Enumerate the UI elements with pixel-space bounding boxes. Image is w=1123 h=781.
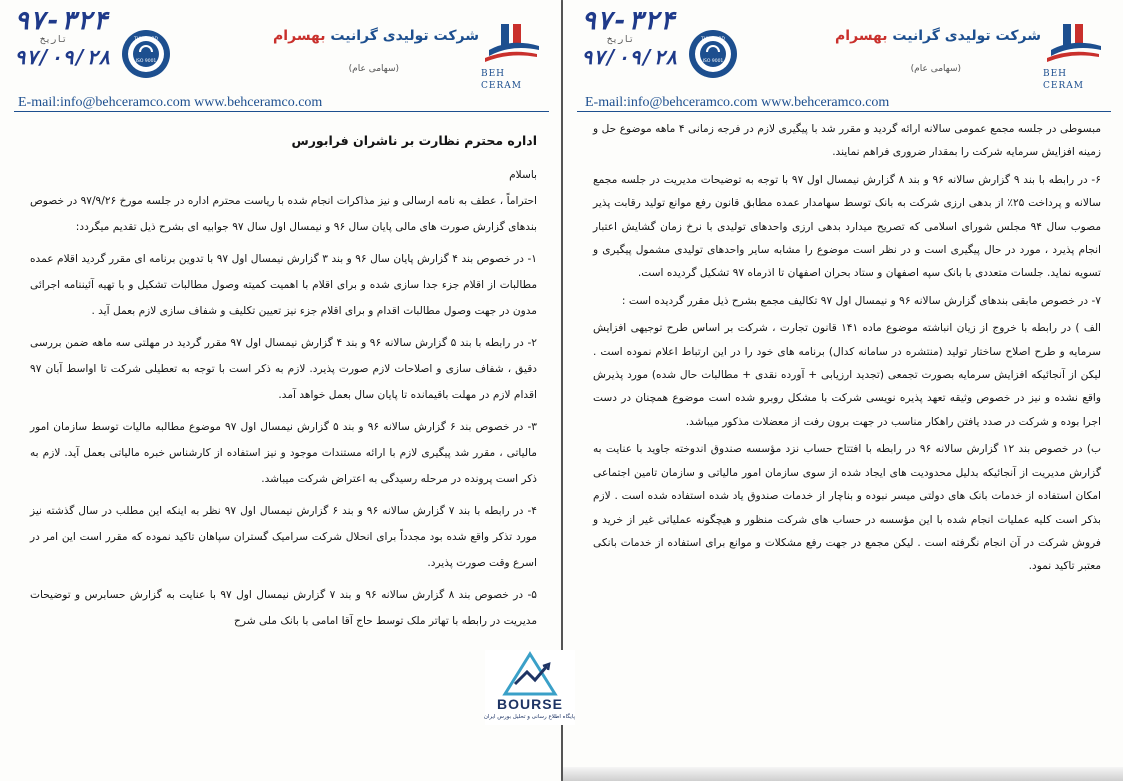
letter-recipient: اداره محترم نظارت بر ناشران فرابورس (291, 133, 537, 148)
ref-date: ۹۷/۰۹/۲۸ (14, 45, 111, 69)
item-4: ۴- در رابطه با بند ۷ گزارش سالانه ۹۶ و بند ۶ گزارش نیمسال اول ۹۷ نظر به اینکه این مطلب در سال گذشته نیز مورد تذکر واقع شده بود مجدداً برای انحلال شرکت سرامیک گستران سپاهان تاکید نموده که مقرر است این امر در اسرع وقت صورت پذیرد. (30, 505, 537, 569)
item-7: ۷- در خصوص مابقی بندهای گزارش سالانه ۹۶ و نیمسال اول ۹۷ تکالیف مجمع بشرح ذیل مقرر گردیده است : (621, 294, 1101, 307)
continuation-paragraph: مبسوطی در جلسه مجمع عمومی سالانه ارائه گردید و مقرر شد با پیگیری لازم در فرجه زمانی ۴ ماهه موضوع حل و زمینه افزایش سرمایه شرکت را بمقدار ضروری فراهم نمایند. (593, 123, 1101, 159)
behceram-logo-icon (481, 20, 543, 64)
scan-footer (563, 767, 1123, 781)
iso-seal-icon (120, 28, 172, 80)
header-rule (14, 111, 549, 112)
logo-text-1: BEH (481, 69, 506, 79)
svg-text:ISO 9001: ISO 9001 (702, 59, 724, 64)
company-block (273, 28, 479, 74)
svg-text:TUV NORD: TUV NORD (700, 37, 726, 42)
ref-number-2: ۹۷-۳۲۴ (581, 6, 675, 36)
company-tag-2: (سهامی عام) (910, 64, 961, 74)
ref-label-2: تاریخ (607, 35, 635, 45)
letterhead (0, 0, 561, 112)
letterhead-2 (563, 0, 1123, 112)
company-tag: (سهامی عام) (348, 64, 399, 74)
company-logo-2 (1043, 20, 1105, 90)
contact-line: E-mail:info@behceramco.com www.behceramco.com (18, 95, 323, 110)
item-1: ۱- در خصوص بند ۴ گزارش پایان سال ۹۶ و بند ۳ گزارش نیمسال اول ۹۷ با تدوین برنامه ای مقرر گردید اقلام عمده مطالبات از اقلام جزء جدا سازی شده و برای اقلام با اهمیت کمیته وصول مطالبات تشکیل و با تهیه آئیننامه اجرائی مدون در جهت وصول مطالبات اقدام و برای اقلام جزء نیز تعیین تکلیف و شفاف سازی لازم بعمل آید . (30, 253, 537, 317)
bourse-word: BOURSE (497, 696, 563, 712)
company-name: شرکت تولیدی گرانیت بهسرام (273, 28, 479, 44)
reference-stamp-2 (581, 8, 677, 67)
company-block-2 (835, 28, 1041, 74)
contact-line-2: E-mail:info@behceramco.com www.behceramco.com (585, 95, 890, 110)
logo-text-4: CERAM (1043, 81, 1084, 91)
header-rule-2 (577, 111, 1111, 112)
item-5: ۵- در خصوص بند ۸ گزارش سالانه ۹۶ و بند ۷ گزارش نیمسال اول ۹۷ با عنایت به گزارش حسابرس و توضیحات مدیریت در رابطه با تهاتر ملک توسط حاج آقا امامی با بانک ملی شرح (30, 589, 537, 627)
svg-text:TUV NORD: TUV NORD (133, 37, 159, 42)
ref-label: تاریخ (40, 35, 68, 45)
behceram-logo-icon-2 (1043, 20, 1105, 64)
salutation: باسلام (509, 169, 537, 181)
letter-page-1 (0, 0, 561, 781)
company-logo (481, 20, 543, 90)
item-7a: الف ) در رابطه با خروج از زیان انباشته موضوع ماده ۱۴۱ قانون تجارت ، شرکت بر اساس طرح توجیهی افزایش سرمایه و طرح اصلاح ساختار تولید (منتشره در سامانه کدال) برنامه های خود را در این ارتباط اعلام نموده است . لیکن از آنجائیکه افزایش سرمایه بصورت تجمعی (تجدید ارزیابی + آورده نقدی + مطالبات حال شده) مورد پذیرش واقع نشده و نیز در خصوص وثیقه تعهد پذیره نویسی شرکت با مشکل روبرو شده است موضوع همچنان در دست اجرا بوده و شرکت در صدد یافتن راهکار مناسب در جهت برون رفت از معضلات مذکور میباشد. (593, 322, 1102, 428)
item-2: ۲- در رابطه با بند ۵ گزارش سالانه ۹۶ و بند ۴ گزارش نیمسال اول ۹۷ مقرر گردید در مهلتی سه ماهه ضمن بررسی دقیق ، شفاف سازی و اصلاحات لازم صورت پذیرد. لازم به ذکر است با توجه به تعطیلی شرکت تا اواسط آبان ۹۷ اقدام لازم در مهلت باقیمانده تا پایان سال بعمل خواهد آمد. (30, 337, 537, 401)
bourse-logo-icon (485, 650, 575, 696)
letter-page-2 (563, 0, 1123, 781)
item-3: ۳- در خصوص بند ۶ گزارش سالانه ۹۶ و بند ۵ گزارش نیمسال اول ۹۷ موضوع مطالبه مالیات توسط سازمان امور مالیاتی ، مقرر شد پیگیری لازم با ارائه مستندات موجود و نیز استفاده از کارشناس خبره مالیاتی بعمل آید. لازم به ذکر است پرونده در مرحله رسیدگی به اعتراض شرکت میباشد. (30, 421, 537, 485)
svg-text:ISO 9001: ISO 9001 (135, 59, 157, 64)
ref-number: ۹۷-۳۲۴ (14, 6, 108, 36)
iso-seal-icon-2 (687, 28, 739, 80)
company-name-2: شرکت تولیدی گرانیت بهسرام (835, 28, 1041, 44)
intro-paragraph: احتراماً ، عطف به نامه ارسالی و نیز مذاکرات انجام شده با ریاست محترم اداره در جلسه مورخ ۹۷/۹/۲۶ در خصوص بندهای گزارش صورت های مالی پایان سال ۹۶ و نیمسال اول سال ۹۷ جوابیه ای بشرح ذیل تقدیم میگردد: (30, 195, 537, 233)
bourse-subtitle: پایگاه اطلاع رسانی و تحلیل بورس ایران (483, 714, 575, 720)
logo-text-2: CERAM (481, 81, 522, 91)
logo-text-3: BEH (1043, 69, 1068, 79)
item-7b: ب) در خصوص بند ۱۲ گزارش سالانه ۹۶ در رابطه با افتتاح حساب نزد مؤسسه صندوق اندوخته جاوید با عنایت به گزارش مدیریت از آنجائیکه بدلیل محدودیت های ایجاد شده از سوی سازمان امور مالیاتی و سازمان تامین اجتماعی امکان استفاده از خدمات بانک های دولتی میسر نبوده و بناچار از خدمات صندوق یاد شده استفاده شده است . لازم بذکر است کلیه عملیات انجام شده با این مؤسسه در حساب های شرکت منظور و هیچگونه عملیاتی غیر از خرید و فروش شرکت در آن انجام نگرفته است . لیکن مجمع در جهت رفع مشکلات و موانع برای استفاده از خدمات بانکی معتبر تاکید نمود. (593, 443, 1101, 573)
item-6: ۶- در رابطه با بند ۹ گزارش سالانه ۹۶ و بند ۸ گزارش نیمسال اول ۹۷ با توجه به توضیحات مدیریت در جلسه مجمع سالانه و پرداخت ۲۵٪ از بدهی ارزی شرکت به بانک توسط سهامدار عمده مطابق قانون رفع موانع تولید رقابت پذیر مصوب سال ۹۴ مجلس شورای اسلامی که تصریح میدارد بدهی ارزی واحدهای تولیدی با نرخ زمان گشایش اعتبار انجام پذیرد ، مورد در حال پیگیری است و در نظر است موضوع را مشابه سایر واحدهای تولیدی مشمول پیگیری و تسویه نماید. جلسات متعددی با بانک سپه اصفهان و ستاد بحران اصفهان تا اذرماه ۹۷ تشکیل گردیده است. (593, 173, 1102, 280)
reference-stamp (14, 8, 110, 67)
letter-body (30, 128, 537, 634)
bourse-watermark (485, 650, 575, 725)
ref-date-2: ۹۷/۰۹/۲۸ (581, 45, 678, 69)
letter-body-2 (593, 118, 1101, 579)
